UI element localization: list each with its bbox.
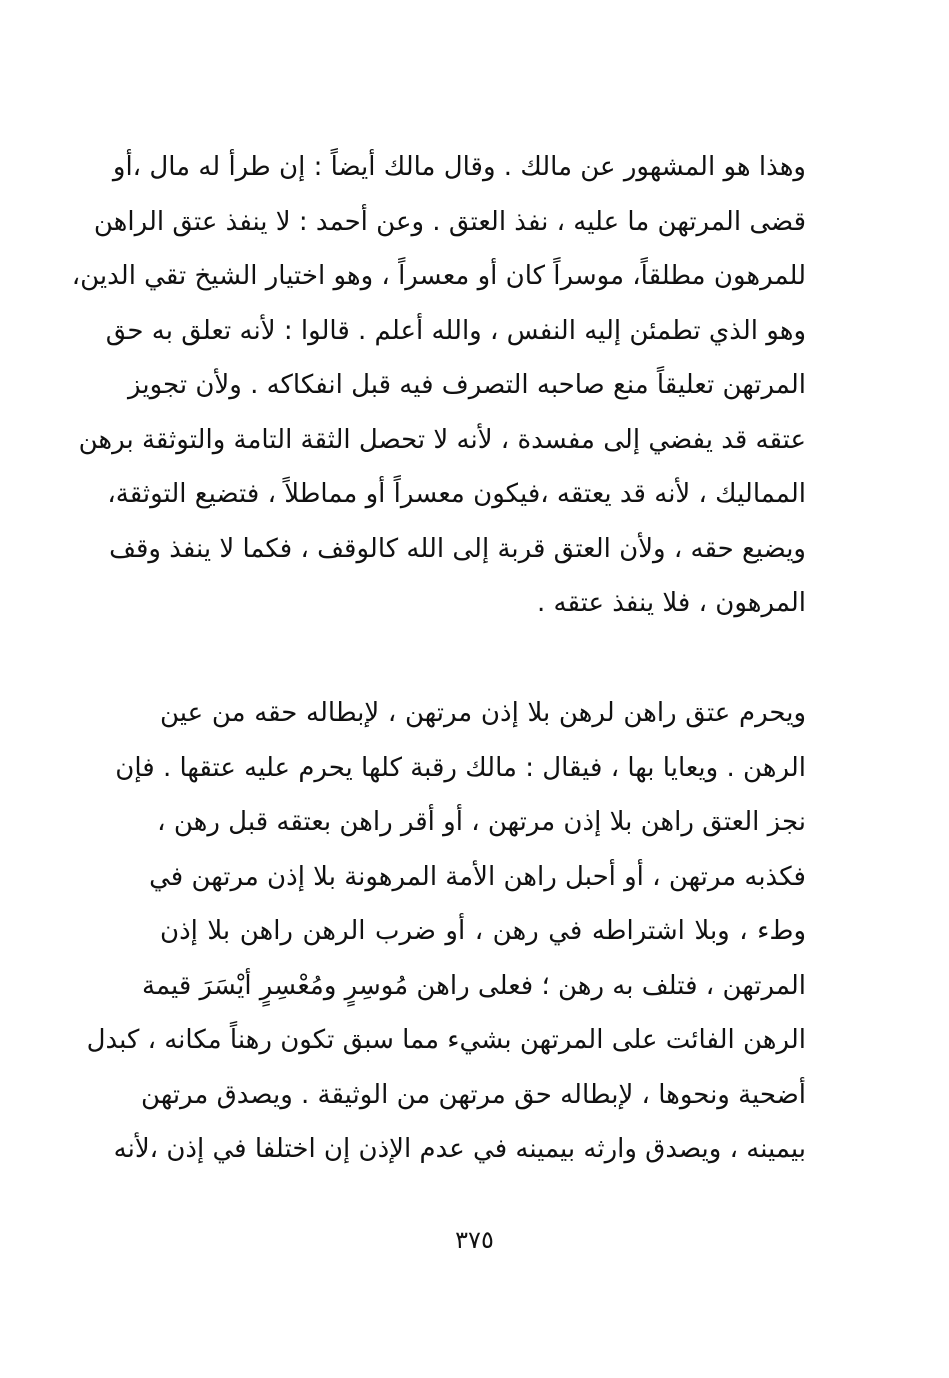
text-line: نجز العتق راهن بلا إذن مرتهن ، أو أقر راهن بعتقه قبل رهن ، [157,807,806,837]
text-line: ويحرم عتق راهن لرهن بلا إذن مرتهن ، لإبطاله حقه من عين [160,698,806,728]
text-line: المرتهن ، فتلف به رهن ؛ فعلى راهن مُوسِرٍ ومُعْسِرٍ أيْسَرَ قيمة [142,970,806,1001]
text-line: عتقه قد يفضي إلى مفسدة ، لأنه لا تحصل الثقة التامة والتوثقة برهن [78,424,806,455]
text-line: وهو الذي تطمئن إليه النفس ، والله أعلم . قالوا : لأنه تعلق به حق [105,315,806,346]
text-line: قضى المرتهن ما عليه ، نفذ العتق . وعن أحمد : لا ينفذ عتق الراهن [93,206,806,237]
text-line: الرهن الفائت على المرتهن بشيء مما سبق تكون رهناً مكانه ، كبدل [86,1025,806,1055]
text-line: المماليك ، لأنه قد يعتقه ،فيكون معسراً أو مماطلاً ، فتضيع التوثقة، [107,479,806,509]
text-line: بيمينه ، ويصدق وارثه بيمينه في عدم الإذن إن اختلفا في إذن ،لأنه [113,1134,806,1164]
page-number: ٣٧٥ [455,1226,494,1254]
text-line: المرهون ، فلا ينفذ عتقه . [536,588,806,618]
paragraph-1 [71,140,806,631]
text-line: الرهن . ويعايا بها ، فيقال : مالك رقبة كلها يحرم عليه عتقها . فإن [115,752,806,783]
text-line: وطء ، وبلا اشتراطه في رهن ، أو ضرب الرهن راهن بلا إذن [160,916,806,946]
text-line: أضحية ونحوها ، لإبطاله حق مرتهن من الوثيقة . ويصدق مرتهن [141,1079,806,1110]
text-line: فكذبه مرتهن ، أو أحبل راهن الأمة المرهونة بلا إذن مرتهن في [149,861,806,892]
paragraph-2 [86,686,806,1177]
text-line: ويضيع حقه ، ولأن العتق قربة إلى الله كالوقف ، فكما لا ينفذ وقف [109,533,806,564]
text-line: وهذا هو المشهور عن مالك . وقال مالك أيضاً : إن طرأ له مال ،أو [112,152,806,182]
text-line: للمرهون مطلقاً، موسراً كان أو معسراً ، وهو اختيار الشيخ تقي الدين، [71,261,806,291]
text-line: المرتهن تعليقاً منع صاحبه التصرف فيه قبل انفكاكه . ولأن تجويز [128,370,806,400]
